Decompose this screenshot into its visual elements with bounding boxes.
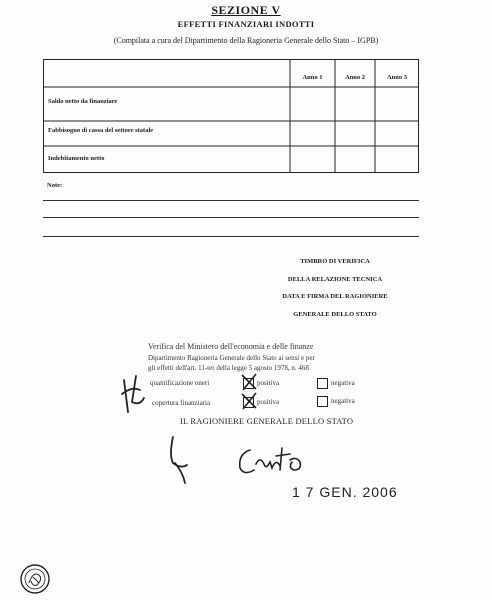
check-mark-icon xyxy=(240,373,258,391)
verification-line-1: Verifica del Ministero dell'economia e delle finanze xyxy=(148,342,314,351)
notes-line xyxy=(43,217,419,218)
row-label-indebitamento: Indebitamento netto xyxy=(48,155,105,162)
handwritten-initials-icon xyxy=(118,372,148,422)
check-mark-icon xyxy=(240,392,258,410)
quantification-negative-checkbox xyxy=(317,378,328,389)
row-label-fabbisogno: Fabbisogno di cassa del settore statale xyxy=(48,127,154,134)
quantification-positive-label: positiva xyxy=(257,379,280,387)
notes-label: Note: xyxy=(47,182,63,189)
stamp-line-1: TIMBRO DI VERIFICA xyxy=(300,258,370,265)
stamp-date: 1 7 GEN. 2006 xyxy=(292,484,398,500)
section-note: (Compilata a cura del Dipartimento della Ragioneria Generale dello Stato – IGPB) xyxy=(113,36,379,45)
row-label-saldo: Saldo netto da finanziare xyxy=(48,98,118,105)
stamp-line-2: DELLA RELAZIONE TECNICA xyxy=(287,276,383,283)
notes-line xyxy=(43,200,419,201)
col-header-anno-1: Anno 1 xyxy=(302,74,323,81)
stamp-line-3: DATA E FIRMA DEL RAGIONIERE xyxy=(282,293,388,300)
col-header-anno-3: Anno 3 xyxy=(386,74,408,81)
section-subtitle: EFFETTI FINANZIARI INDOTTI xyxy=(177,19,315,29)
coverage-negative-checkbox xyxy=(317,396,328,407)
coverage-positive-label: positiva xyxy=(257,398,280,406)
stamp-line-4: GENERALE DELLO STATO xyxy=(293,311,377,318)
verification-line-3: gli effetti dell'art. 11-ter della legge 5 agosto 1978, n. 468 xyxy=(148,364,309,372)
col-header-anno-2: Anno 2 xyxy=(344,74,366,81)
signer-title: IL RAGIONIERE GENERALE DELLO STATO xyxy=(180,416,354,426)
signature-icon xyxy=(236,440,310,480)
quantification-label: quantificazione oneri xyxy=(150,379,210,387)
seal-emblem-icon xyxy=(19,563,51,595)
quantification-negative-label: negativa xyxy=(331,379,355,387)
verification-line-2: Dipartimento Ragioneria Generale dello Stato ai sensi e per xyxy=(148,354,315,362)
coverage-negative-label: negativa xyxy=(331,397,355,405)
section-title: SEZIONE V xyxy=(211,3,281,17)
notes-line xyxy=(43,236,419,237)
handwritten-mark-icon xyxy=(165,435,193,485)
coverage-label: copertura finanziaria xyxy=(152,399,211,407)
